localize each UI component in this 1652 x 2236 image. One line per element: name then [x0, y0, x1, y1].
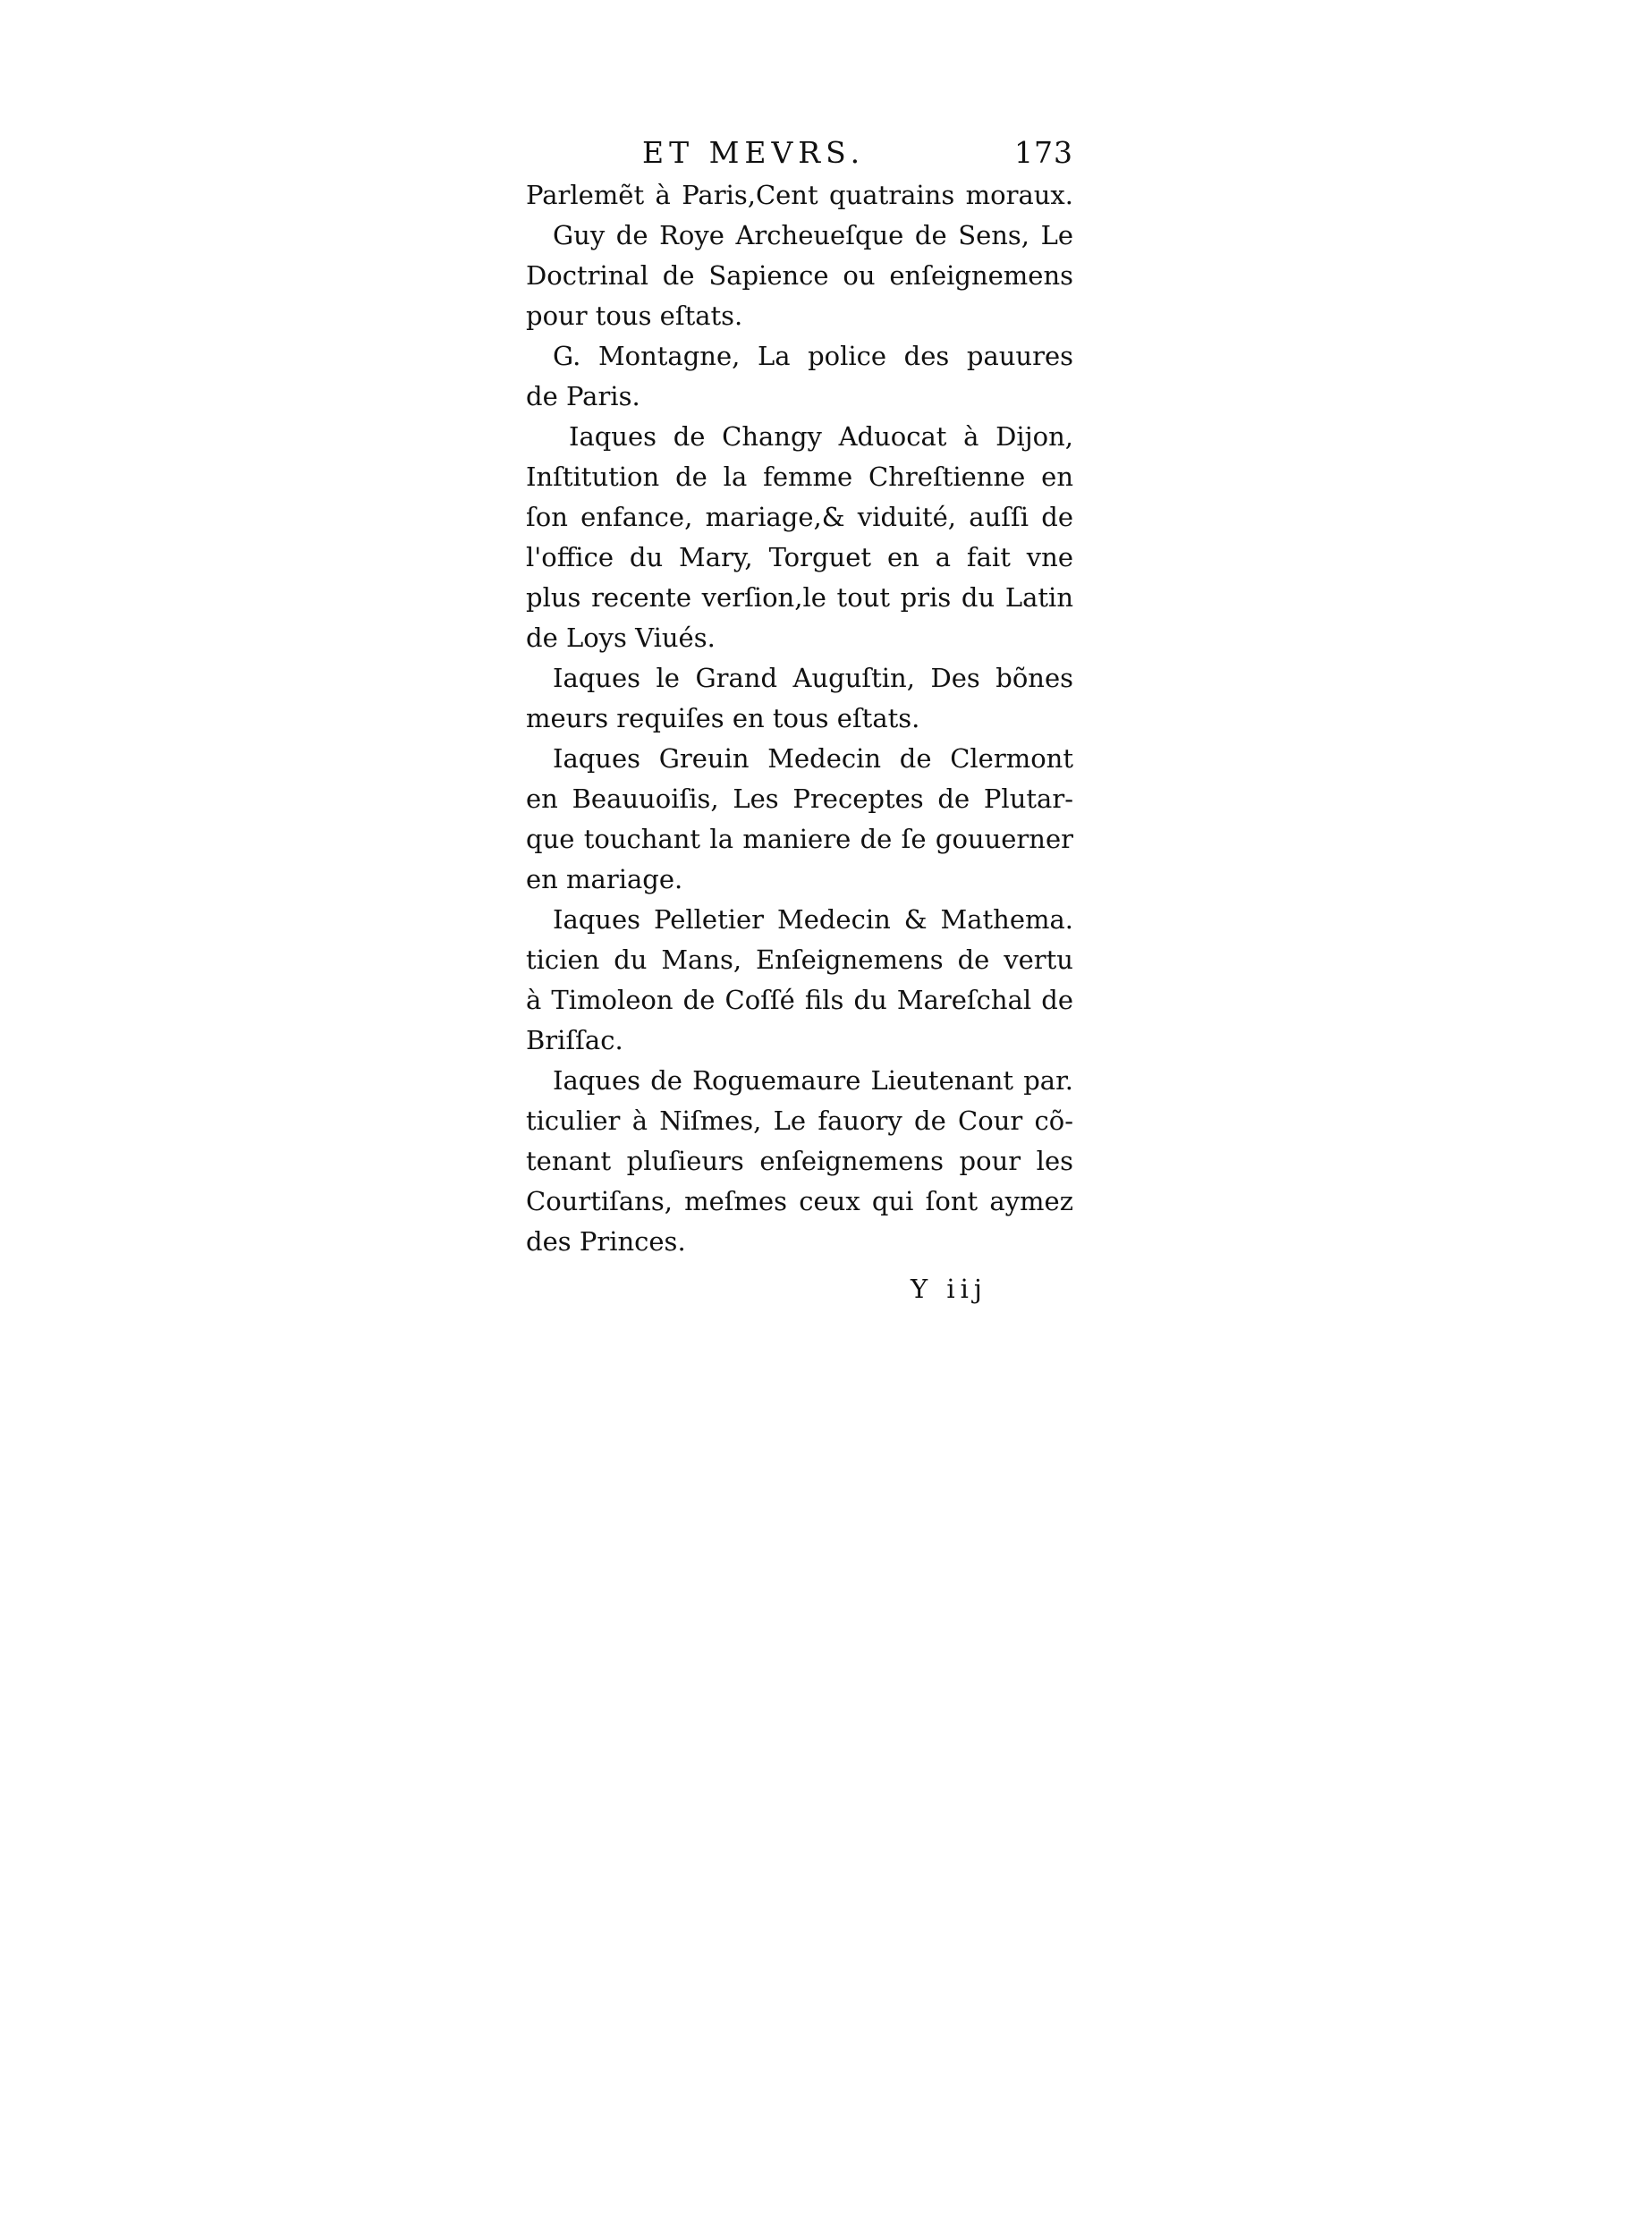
text-line: ticulier à Niſmes, Le fauory de Cour cõ-: [526, 1105, 1073, 1136]
text-line: Inſtitution de la femme Chreſtienne en: [526, 462, 1073, 492]
text-line: que touchant la maniere de ſe gouuerner: [526, 824, 1073, 854]
text-line: Iaques de Changy Aduocat à Dijon,: [569, 421, 1073, 452]
text-line: Courtiſans, meſmes ceux qui ſont aymez: [526, 1186, 1073, 1216]
signature-mark: Y iij: [911, 1274, 987, 1304]
text-line: meurs requiſes en tous eſtats.: [526, 703, 920, 733]
text-line: en mariage.: [526, 864, 683, 894]
signature-mark-container: [526, 1269, 1073, 1312]
text-block: [526, 132, 1073, 1312]
text-line: Iaques Pelletier Medecin & Mathema.: [553, 904, 1073, 935]
text-line: des Princes.: [526, 1226, 686, 1257]
text-line: de Loys Viués.: [526, 623, 716, 653]
text-line: G. Montagne, La police des pauures: [553, 341, 1073, 371]
text-line: Iaques le Grand Auguſtin, Des bõnes: [553, 663, 1073, 693]
text-line: Iaques Greuin Medecin de Clermont: [553, 743, 1073, 774]
text-line: de Paris.: [526, 381, 640, 411]
text-line: Doctrinal de Sapience ou enſeignemens: [526, 260, 1073, 291]
text-line: Parlemẽt à Paris,Cent quatrains moraux.: [526, 180, 1073, 210]
text-line: plus recente verſion,le tout pris du Latin: [526, 582, 1073, 613]
text-line: pour tous eſtats.: [526, 301, 743, 331]
text-line: l'office du Mary, Torguet en a fait vne: [526, 542, 1073, 572]
page-number: 173: [1014, 135, 1073, 170]
text-line: Guy de Roye Archeueſque de Sens, Le: [553, 220, 1073, 250]
text-line: ticien du Mans, Enſeignemens de vertu: [526, 944, 1073, 975]
text-line: Briſſac.: [526, 1025, 623, 1055]
text-line: Iaques de Roguemaure Lieutenant par.: [553, 1065, 1073, 1096]
text-line: ſon enfance, mariage,& viduité, auſſi de: [526, 502, 1073, 532]
text-line: tenant pluſieurs enſeignemens pour les: [526, 1146, 1073, 1176]
page-header: [526, 132, 1073, 175]
text-line: en Beauuoiſis, Les Preceptes de Plutar-: [526, 783, 1073, 814]
text-line: à Timoleon de Coſſé fils du Mareſchal de: [526, 985, 1073, 1015]
running-title: ET MEVRS.: [642, 135, 866, 170]
